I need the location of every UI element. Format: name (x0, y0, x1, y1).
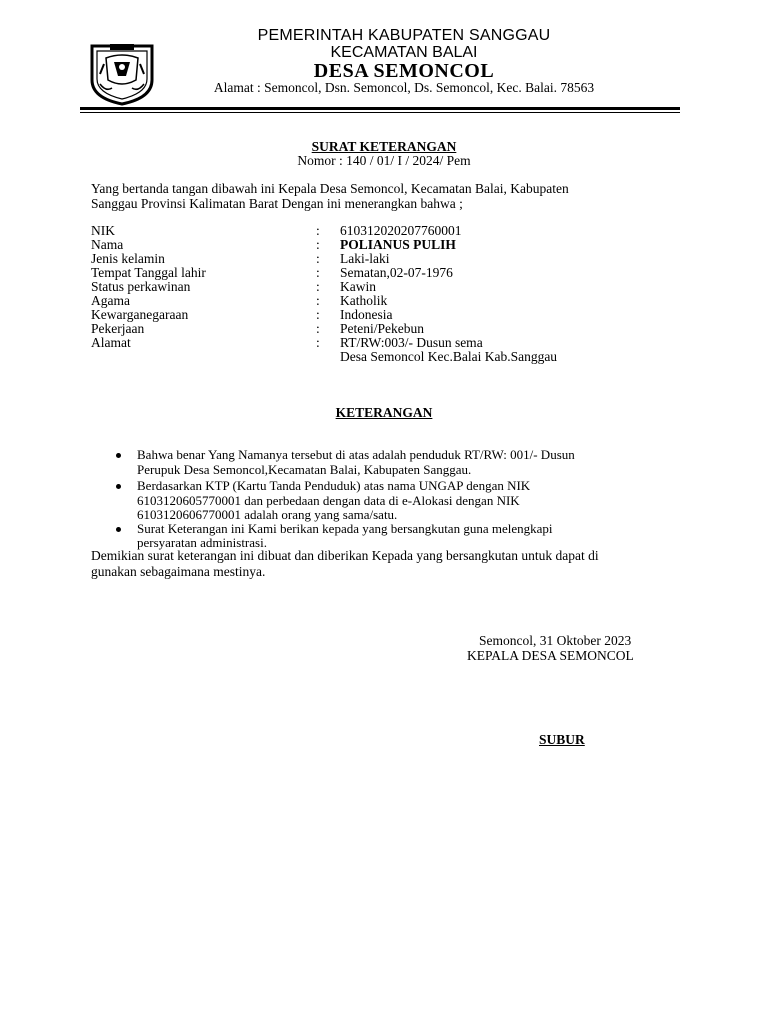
letter-number: Nomor : 140 / 01/ I / 2024/ Pem (297, 153, 471, 168)
field-value-jenis-kelamin: Laki-laki (340, 251, 390, 266)
keterangan-item-2-line-1: Berdasarkan KTP (Kartu Tanda Penduduk) atas nama UNGAP dengan NIK (137, 478, 531, 493)
field-colon: : (316, 223, 320, 238)
header-district: KECAMATAN BALAI (330, 44, 478, 61)
field-value-kewarganegaraan: Indonesia (340, 307, 393, 322)
header-address: Alamat : Semoncol, Dsn. Semoncol, Ds. Semoncol, Kec. Balai. 78563 (213, 80, 595, 95)
keterangan-heading: KETERANGAN (335, 405, 433, 420)
field-colon: : (316, 251, 320, 266)
keterangan-item-2-line-3: 6103120606770001 adalah orang yang sama/satu. (137, 507, 398, 522)
keterangan-item-3-line-2: persyaratan administrasi. (137, 535, 267, 550)
keterangan-item-3-line-1: Surat Keterangan ini Kami berikan kepada yang bersangkutan guna melengkapi (137, 521, 553, 536)
field-colon: : (316, 307, 320, 322)
field-value-alamat: RT/RW:003/- Dusun sema (340, 335, 483, 350)
header-divider-thin (80, 112, 680, 113)
field-colon: : (316, 335, 320, 350)
letter-title: SURAT KETERANGAN (311, 139, 457, 154)
field-label-nik: NIK (91, 223, 115, 238)
header-government: PEMERINTAH KABUPATEN SANGGAU (257, 27, 551, 44)
field-colon: : (316, 293, 320, 308)
field-label-alamat: Alamat (91, 335, 131, 350)
field-value-agama: Katholik (340, 293, 388, 308)
keterangan-item-2-line-2: 6103120605770001 dan perbedaan dengan data di e-Alokasi dengan NIK (137, 493, 520, 508)
field-label-pekerjaan: Pekerjaan (91, 321, 145, 336)
header-divider-thick (80, 107, 680, 110)
bullet-icon (116, 527, 121, 532)
field-colon: : (316, 237, 320, 252)
field-colon: : (316, 265, 320, 280)
closing-line-2: gunakan sebagaimana mestinya. (91, 564, 266, 579)
closing-line-1: Demikian surat keterangan ini dibuat dan diberikan Kepada yang bersangkutan untuk dapat di (91, 548, 599, 563)
field-label-ttl: Tempat Tanggal lahir (91, 265, 206, 280)
field-value-nama: POLIANUS PULIH (340, 237, 456, 252)
field-value-alamat-line-2: Desa Semoncol Kec.Balai Kab.Sanggau (340, 349, 558, 364)
keterangan-item-1-line-2: Perupuk Desa Semoncol,Kecamatan Balai, Kabupaten Sanggau. (137, 462, 472, 477)
field-value-pekerjaan: Peteni/Pekebun (340, 321, 424, 336)
field-label-kewarganegaraan: Kewarganegaraan (91, 307, 189, 322)
field-label-status: Status perkawinan (91, 279, 191, 294)
field-value-nik: 610312020207760001 (340, 223, 462, 238)
header-village: DESA SEMONCOL (313, 60, 495, 82)
field-label-nama: Nama (91, 237, 124, 252)
signature-name: SUBUR (539, 732, 585, 747)
field-label-agama: Agama (91, 293, 130, 308)
bullet-icon (116, 484, 121, 489)
field-colon: : (316, 321, 320, 336)
intro-line-2: Sanggau Provinsi Kalimatan Barat Dengan ini menerangkan bahwa ; (91, 196, 463, 211)
field-label-jenis-kelamin: Jenis kelamin (91, 251, 165, 266)
bullet-icon (116, 453, 121, 458)
field-colon: : (316, 279, 320, 294)
field-value-status: Kawin (340, 279, 376, 294)
signature-place-date: Semoncol, 31 Oktober 2023 (479, 633, 632, 648)
signature-position: KEPALA DESA SEMONCOL (467, 648, 634, 663)
field-value-ttl: Sematan,02-07-1976 (340, 265, 453, 280)
keterangan-item-1-line-1: Bahwa benar Yang Namanya tersebut di atas adalah penduduk RT/RW: 001/- Dusun (137, 447, 575, 462)
intro-line-1: Yang bertanda tangan dibawah ini Kepala Desa Semoncol, Kecamatan Balai, Kabupaten (91, 181, 569, 196)
